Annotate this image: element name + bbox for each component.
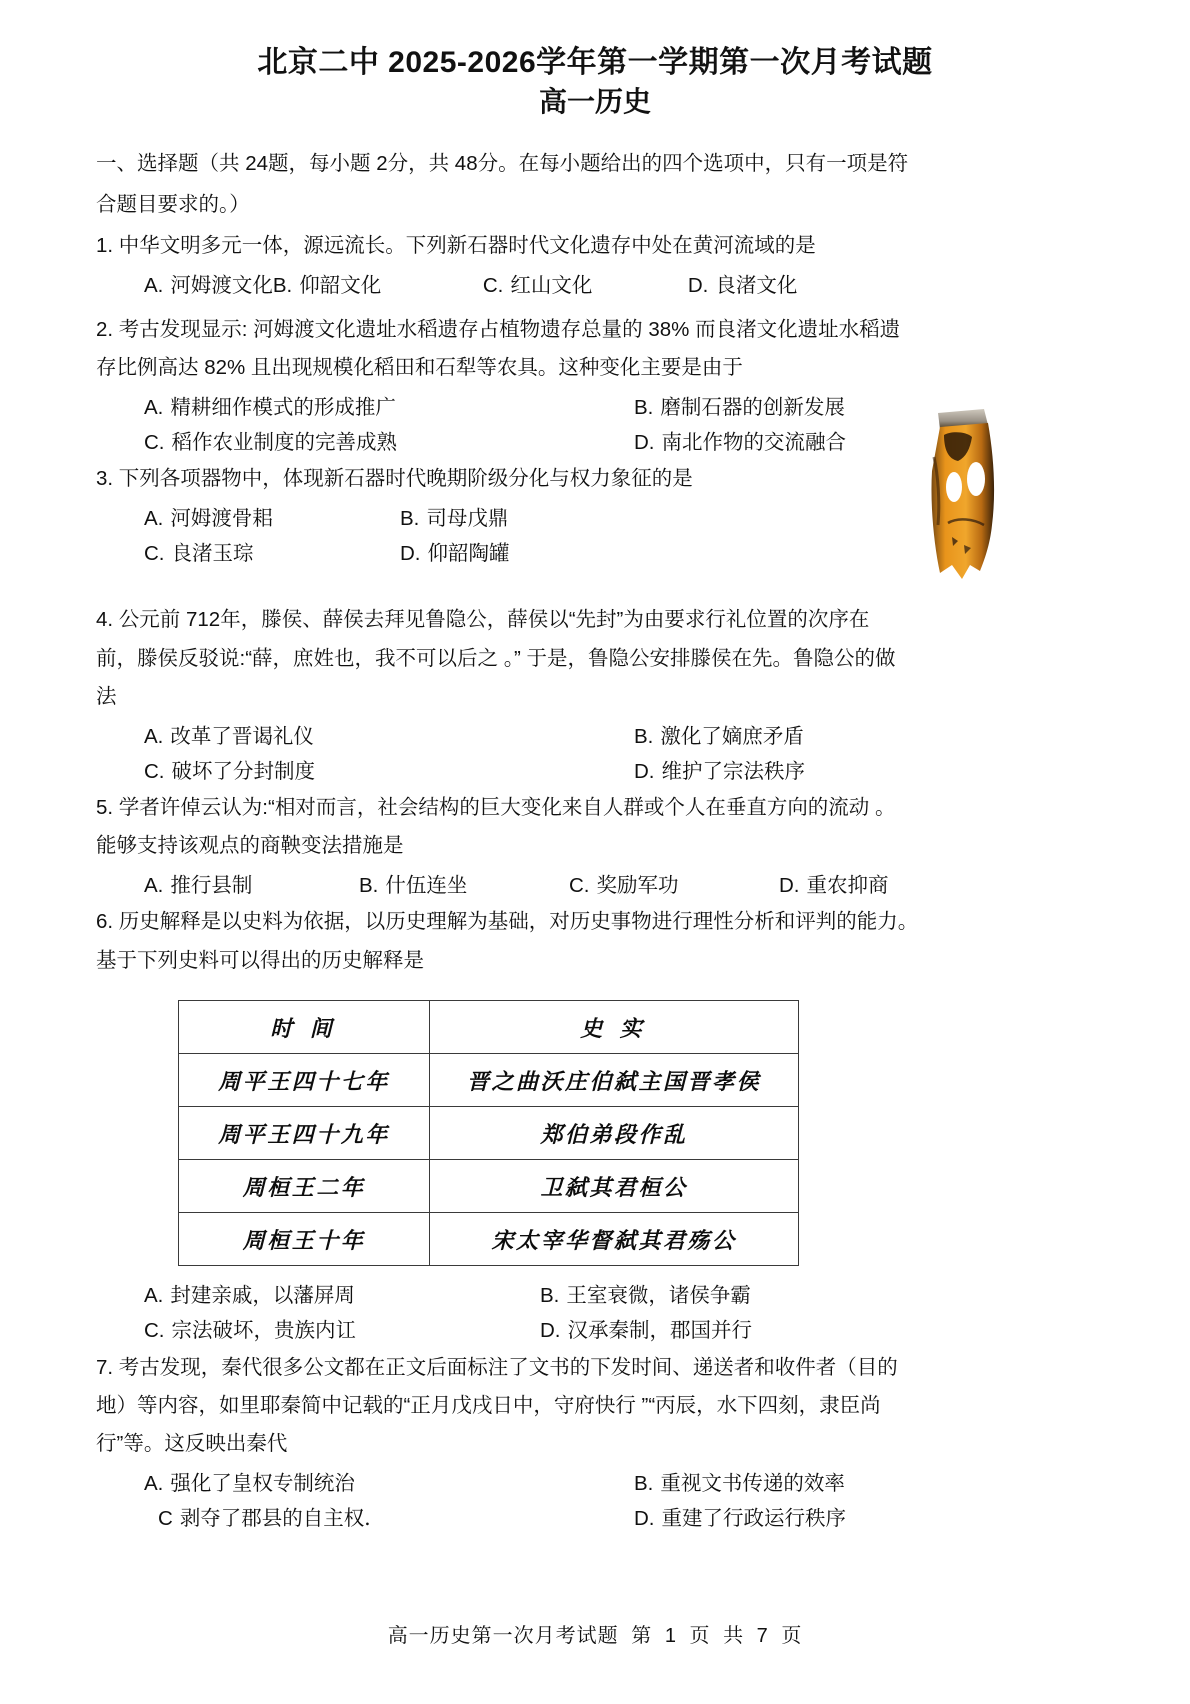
question-6-stem-line-2: 基于下列史料可以得出的历史解释是 <box>96 948 424 972</box>
table-cell-time: 周平王四十九年 <box>179 1107 430 1160</box>
section-heading-line-2: 合题目要求的。） <box>96 192 250 216</box>
question-6-stem-line-1: 6. 历史解释是以史料为依据，以历史理解为基础，对历史事物进行理性分析和评判的能力。 <box>96 910 919 934</box>
footer-page-unit: 页 <box>689 1625 711 1647</box>
question-2-stem-line-1: 2. 考古发现显示: 河姆渡文化遗址水稻遗存占植物遗存总量的 38% 而良渚文化遗址水稻遗 <box>96 317 901 341</box>
question-2-option-d[interactable]: D. 南北作物的交流融合 <box>634 431 846 454</box>
question-3-option-b[interactable]: B. 司母戊鼎 <box>400 506 509 530</box>
table-cell-fact: 卫弑其君桓公 <box>430 1160 799 1213</box>
question-5-option-d[interactable]: D. 重农抑商 <box>779 873 889 897</box>
table-row <box>179 1160 799 1213</box>
table-row <box>179 1054 799 1107</box>
question-4-options <box>96 719 1104 790</box>
table-row <box>179 1107 799 1160</box>
question-1-option-b[interactable]: B. 仰韶文化 <box>272 273 382 297</box>
page-title-block <box>0 0 1190 121</box>
question-6-option-a[interactable]: A. 封建亲戚，以藩屏周 <box>144 1284 355 1307</box>
table-header-row <box>179 1001 799 1054</box>
table-row <box>179 1213 799 1266</box>
question-5-stem-line-1: 5. 学者许倬云认为:“相对而言，社会结构的巨大变化来自人群或个人在垂直方向的流动 。 <box>96 796 896 819</box>
exam-content <box>0 147 1190 1537</box>
question-7-option-a[interactable]: A. 强化了皇权专制统治 <box>144 1471 355 1495</box>
question-5-option-b[interactable]: B. 什伍连坐 <box>359 873 468 897</box>
question-7-option-b[interactable]: B. 重视文书传递的效率 <box>634 1471 845 1495</box>
question-6-option-c[interactable]: C. 宗法破坏，贵族内讧 <box>144 1319 356 1343</box>
question-6-option-b[interactable]: B. 王室衰微，诸侯争霸 <box>540 1284 751 1307</box>
footer-page-prefix: 第 <box>631 1625 653 1647</box>
page-footer <box>0 1619 1190 1648</box>
question-3-stem: 3. 下列各项器物中，体现新石器时代晚期阶级分化与权力象征的是 <box>96 467 693 491</box>
question-2-option-c[interactable]: C. 稻作农业制度的完善成熟 <box>144 431 397 454</box>
question-7-option-c[interactable]: C 剥夺了郡县的自主权． <box>158 1507 385 1531</box>
section-heading-line-1: 一、选择题（共 24题，每小题 2分，共 48分。在每小题给出的四个选项中，只有一项是符 <box>96 151 909 175</box>
question-7-stem-line-1: 7. 考古发现，秦代很多公文都在正文后面标注了文书的下发时间、递送者和收件者（目的 <box>96 1355 898 1379</box>
table-header-fact: 史 实 <box>430 1001 799 1054</box>
question-5-option-c[interactable]: C. 奖励军功 <box>569 873 679 897</box>
question-2-option-a[interactable]: A. 精耕细作模式的形成推广 <box>144 395 396 419</box>
source-table-wrapper <box>96 1000 1104 1266</box>
question-7-options <box>96 1466 1104 1537</box>
question-3-option-d[interactable]: D. 仰韶陶罐 <box>400 541 510 565</box>
question-1-option-d[interactable]: D. 良渚文化 <box>687 273 798 297</box>
question-2-option-b[interactable]: B. 磨制石器的创新发展 <box>634 395 845 419</box>
question-2-options <box>96 390 1104 461</box>
footer-total-prefix: 共 <box>723 1625 745 1647</box>
footer-page-number: 1 <box>664 1625 677 1647</box>
question-4-stem-line-3: 法 <box>96 685 117 709</box>
question-4-option-a[interactable]: A. 改革了晋谒礼仪 <box>144 724 314 748</box>
question-3-options <box>96 501 1104 572</box>
table-cell-fact: 晋之曲沃庄伯弑主国晋孝侯 <box>430 1054 799 1107</box>
exam-subject: 高一历史 <box>538 86 651 118</box>
question-6-options <box>96 1278 1104 1349</box>
question-5-options <box>96 868 1104 903</box>
table-cell-fact: 宋太宰华督弑其君殇公 <box>430 1213 799 1266</box>
question-6-option-d[interactable]: D. 汉承秦制，郡国并行 <box>540 1319 752 1343</box>
table-cell-time: 周桓王十年 <box>179 1213 430 1266</box>
question-2-stem-line-2: 存比例高达 82% 且出现规模化稻田和石犁等农具。这种变化主要是由于 <box>96 356 743 380</box>
footer-total-unit: 页 <box>781 1625 803 1647</box>
footer-doc-name: 高一历史第一次月考试题 <box>387 1625 619 1647</box>
question-4-stem-line-2: 前，滕侯反驳说:“薛，庶姓也，我不可以后之 。” 于是，鲁隐公安排滕侯在先。鲁隐公的做 <box>96 646 896 670</box>
question-1-options <box>96 268 1104 303</box>
source-table <box>178 1000 799 1266</box>
table-cell-time: 周平王四十七年 <box>179 1054 430 1107</box>
table-header-time: 时 间 <box>179 1001 430 1054</box>
question-5-option-a[interactable]: A. 推行县制 <box>144 873 253 897</box>
question-4-stem-line-1: 4. 公元前 712年，滕侯、薛侯去拜见鲁隐公，薛侯以“先封”为由要求行礼位置的次序在 <box>96 608 870 632</box>
footer-total-pages: 7 <box>756 1625 769 1647</box>
question-1-stem: 1. 中华文明多元一体，源远流长。下列新石器时代文化遗存中处在黄河流域的是 <box>96 234 816 258</box>
question-4-option-c[interactable]: C. 破坏了分封制度 <box>144 759 315 783</box>
question-3-option-a[interactable]: A. 河姆渡骨耜 <box>144 506 273 530</box>
question-5-stem-line-2: 能够支持该观点的商鞅变法措施是 <box>96 834 404 858</box>
table-cell-fact: 郑伯弟段作乱 <box>430 1107 799 1160</box>
question-4-option-b[interactable]: B. 激化了嫡庶矛盾 <box>634 724 804 748</box>
question-7-option-d[interactable]: D. 重建了行政运行秩序 <box>634 1507 846 1531</box>
question-7-stem-line-2: 地）等内容，如里耶秦简中记载的“正月戊戌日中，守府快行 ”“丙辰，水下四刻，隶臣尚 <box>96 1393 881 1417</box>
question-1-option-a[interactable]: A. 河姆渡文化 <box>144 273 273 297</box>
question-3-option-c[interactable]: C. 良渚玉琮 <box>144 541 254 565</box>
question-7-stem-line-3: 行”等。这反映出秦代 <box>96 1432 288 1456</box>
exam-title: 北京二中 2025-2026学年第一学期第一次月考试题 <box>257 46 933 79</box>
question-1-option-c[interactable]: C. 红山文化 <box>482 273 593 297</box>
question-4-option-d[interactable]: D. 维护了宗法秩序 <box>634 759 805 783</box>
table-cell-time: 周桓王二年 <box>179 1160 430 1213</box>
